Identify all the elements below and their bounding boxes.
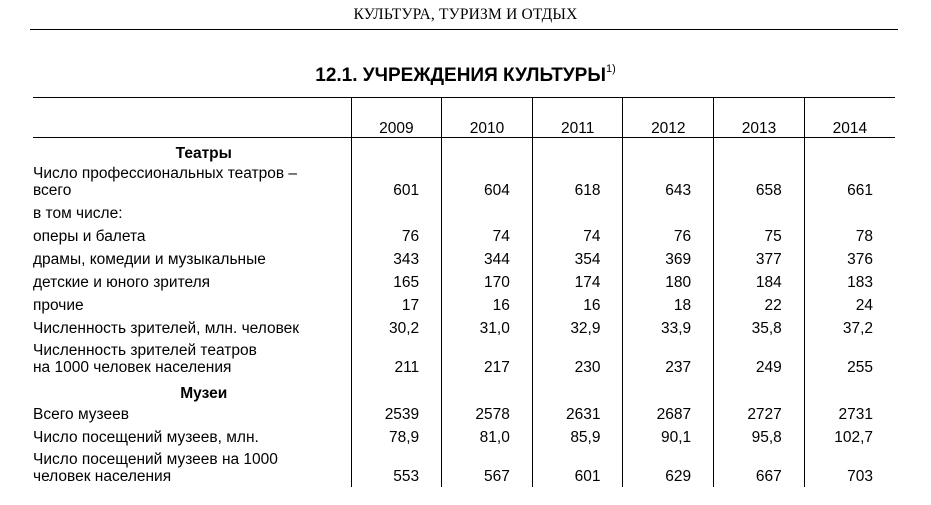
value-cell — [532, 201, 623, 224]
value-cell: 230 — [532, 339, 623, 378]
value-cell: 211 — [351, 339, 442, 378]
value-cell — [714, 378, 805, 402]
row-label — [33, 425, 351, 448]
value-cell: 2539 — [351, 402, 442, 425]
table-row — [33, 425, 895, 448]
section-header-row — [33, 378, 895, 402]
value-cell: 2727 — [714, 402, 805, 425]
value-cell: 180 — [623, 270, 714, 293]
row-label — [33, 270, 351, 293]
value-cell: 2578 — [442, 402, 533, 425]
value-cell: 2731 — [804, 402, 895, 425]
table-row — [33, 224, 895, 247]
value-cell: 344 — [442, 247, 533, 270]
value-cell: 30,2 — [351, 316, 442, 339]
year-header: 2013 — [714, 98, 805, 138]
subheading-label: в том числе: — [33, 204, 123, 222]
value-cell: 2687 — [623, 402, 714, 425]
table-row — [33, 162, 895, 201]
year-header: 2014 — [804, 98, 895, 138]
value-cell — [623, 138, 714, 162]
value-cell: 567 — [442, 448, 533, 487]
table-row — [33, 247, 895, 270]
value-cell: 174 — [532, 270, 623, 293]
value-cell: 90,1 — [623, 425, 714, 448]
value-cell: 217 — [442, 339, 533, 378]
value-cell: 183 — [804, 270, 895, 293]
value-cell — [804, 201, 895, 224]
value-cell — [351, 378, 442, 402]
row-label-line: человек населения — [33, 467, 172, 485]
table-row — [33, 339, 895, 378]
culture-institutions-table — [33, 97, 895, 487]
value-cell — [804, 138, 895, 162]
row-label-line: Всего музеев — [33, 405, 129, 423]
row-label-line: драмы, комедии и музыкальные — [33, 250, 266, 268]
value-cell: 553 — [351, 448, 442, 487]
table-row — [33, 316, 895, 339]
value-cell: 643 — [623, 162, 714, 201]
table-row — [33, 448, 895, 487]
value-cell — [714, 138, 805, 162]
subheading-row — [33, 201, 895, 224]
value-cell: 35,8 — [714, 316, 805, 339]
value-cell — [623, 378, 714, 402]
row-label — [33, 293, 351, 316]
value-cell — [442, 378, 533, 402]
value-cell: 74 — [442, 224, 533, 247]
row-label-line: Число посещений музеев, млн. — [33, 428, 259, 446]
year-header: 2011 — [532, 98, 623, 138]
table-title — [0, 63, 931, 87]
value-cell: 255 — [804, 339, 895, 378]
row-label-line: на 1000 человек населения — [33, 358, 232, 376]
value-cell: 354 — [532, 247, 623, 270]
value-cell — [804, 378, 895, 402]
year-header-row — [33, 98, 895, 138]
value-cell: 661 — [804, 162, 895, 201]
row-label — [33, 224, 351, 247]
table-row — [33, 270, 895, 293]
row-label — [33, 162, 351, 201]
row-label — [33, 339, 351, 378]
header-rule — [30, 29, 898, 30]
value-cell: 165 — [351, 270, 442, 293]
value-cell: 95,8 — [714, 425, 805, 448]
value-cell: 76 — [623, 224, 714, 247]
value-cell: 629 — [623, 448, 714, 487]
year-header: 2012 — [623, 98, 714, 138]
value-cell: 78 — [804, 224, 895, 247]
row-label — [33, 448, 351, 487]
value-cell: 31,0 — [442, 316, 533, 339]
value-cell: 75 — [714, 224, 805, 247]
value-cell: 667 — [714, 448, 805, 487]
section-title: Театры — [175, 144, 232, 162]
row-label-line: Число профессиональных театров – — [33, 164, 298, 182]
table-body — [33, 138, 895, 487]
value-cell: 377 — [714, 247, 805, 270]
value-cell: 601 — [351, 162, 442, 201]
value-cell: 170 — [442, 270, 533, 293]
value-cell: 102,7 — [804, 425, 895, 448]
value-cell: 76 — [351, 224, 442, 247]
value-cell: 74 — [532, 224, 623, 247]
value-cell: 249 — [714, 339, 805, 378]
value-cell: 16 — [442, 293, 533, 316]
section-title: Музеи — [180, 384, 228, 402]
value-cell: 81,0 — [442, 425, 533, 448]
value-cell: 22 — [714, 293, 805, 316]
table-row — [33, 293, 895, 316]
value-cell: 85,9 — [532, 425, 623, 448]
value-cell: 17 — [351, 293, 442, 316]
value-cell — [442, 201, 533, 224]
section-header-row — [33, 138, 895, 162]
row-label-line: прочие — [33, 296, 84, 314]
value-cell — [532, 378, 623, 402]
value-cell: 376 — [804, 247, 895, 270]
value-cell: 601 — [532, 448, 623, 487]
value-cell: 184 — [714, 270, 805, 293]
value-cell: 703 — [804, 448, 895, 487]
row-label — [33, 402, 351, 425]
row-label-line: всего — [33, 181, 72, 199]
row-label-line: оперы и балета — [33, 227, 146, 245]
value-cell — [351, 201, 442, 224]
title-footnote-marker: 1) — [605, 63, 616, 75]
row-label — [33, 316, 351, 339]
value-cell — [442, 138, 533, 162]
row-label-line: Численность зрителей, млн. человек — [33, 319, 300, 337]
value-cell — [623, 201, 714, 224]
row-label-line: Численность зрителей театров — [33, 341, 257, 359]
value-cell: 237 — [623, 339, 714, 378]
value-cell: 658 — [714, 162, 805, 201]
label-column-header — [33, 98, 351, 138]
value-cell: 18 — [623, 293, 714, 316]
year-header: 2009 — [351, 98, 442, 138]
value-cell — [714, 201, 805, 224]
value-cell: 16 — [532, 293, 623, 316]
value-cell: 24 — [804, 293, 895, 316]
value-cell — [532, 138, 623, 162]
value-cell: 37,2 — [804, 316, 895, 339]
value-cell: 33,9 — [623, 316, 714, 339]
row-label-line: Число посещений музеев на 1000 — [33, 450, 278, 468]
value-cell: 369 — [623, 247, 714, 270]
row-label — [33, 247, 351, 270]
value-cell — [351, 138, 442, 162]
value-cell: 32,9 — [532, 316, 623, 339]
row-label-line: детские и юного зрителя — [33, 273, 211, 291]
table-title-text: 12.1. УЧРЕЖДЕНИЯ КУЛЬТУРЫ — [315, 65, 606, 86]
running-header: КУЛЬТУРА, ТУРИЗМ И ОТДЫХ — [353, 6, 578, 23]
value-cell: 343 — [351, 247, 442, 270]
value-cell: 2631 — [532, 402, 623, 425]
year-header: 2010 — [442, 98, 533, 138]
value-cell: 618 — [532, 162, 623, 201]
table-row — [33, 402, 895, 425]
value-cell: 78,9 — [351, 425, 442, 448]
value-cell: 604 — [442, 162, 533, 201]
